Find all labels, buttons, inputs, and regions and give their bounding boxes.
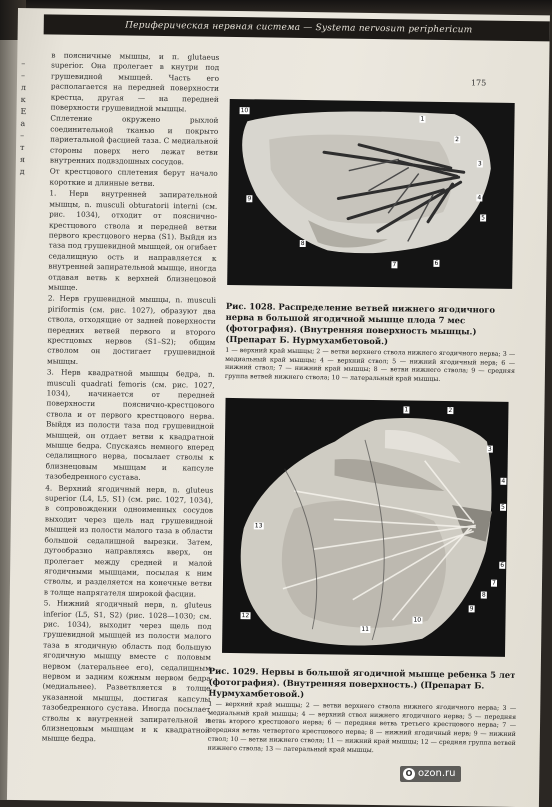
figure-1029-label: 3 <box>487 446 493 453</box>
figure-1029-label: 5 <box>500 504 506 511</box>
figure-1028-label: 9 <box>246 195 252 202</box>
facing-page-fragment: – <box>20 130 42 142</box>
figure-1028-label: 3 <box>477 160 483 167</box>
page-number: 175 <box>471 78 486 87</box>
figure-1029-label: 1 <box>403 406 409 413</box>
facing-page-fragment: л <box>21 82 43 94</box>
body-paragraph: От крестцового сплетения берут начало короткие и длинные ветви. <box>49 167 217 190</box>
facing-page-text-strip <box>18 58 43 298</box>
figure-1028-photo <box>227 99 515 289</box>
facing-page-fragment: к <box>21 94 43 106</box>
book-page <box>7 8 550 807</box>
body-paragraph: 5. Нижний ягодичный нерв, n. gluteus inferior (L5, S1, S2) (рис. 1028—1030; см. рис. 1034), выходит через щель под грушевидной мышцей из полости малого таза в ягодичную область под большую ягодичную мышцу вместе с половым нервом (латеральнее его), седалищным нервом и задним кожным нервом бедра (медиальнее). Разветвляется в толще указанной мышцы, достигая капсулы тазобедренного сустава. Иногда посылает стволы к внутренней запирательной и близнецовым мышцам и к квадратной мышце бедра. <box>42 599 212 747</box>
figure-1029-label: 8 <box>481 592 487 599</box>
figure-1029-label: 6 <box>499 562 505 569</box>
figure-1028-label: 5 <box>480 214 486 221</box>
body-paragraph: 2. Нерв грушевидной мышцы, n. musculi piriformis (см. рис. 1027), образуют два ствола, отходящие от задней поверхности передних ветвей первого и второго крестцовых нервов (S1–S2); общим стволом он достигает грушевидной мышцы. <box>47 294 216 369</box>
figure-1028-label: 8 <box>300 240 306 247</box>
running-header: Периферическая нервная система — Systema nervosum periphericum <box>44 14 550 41</box>
figure-1029-label: 9 <box>469 605 475 612</box>
body-paragraph: в поясничные мышцы, и п. glutaeus superior. Она пролегает в кнутри под грушевидной мышцей. Часть его располагается на передней поверхности крестца, другая — на передней поверхности грушевидной мышцы. <box>51 50 220 115</box>
figure-1028-label: 2 <box>454 136 460 143</box>
body-paragraph: 4. Верхний ягодичный нерв, n. gluteus superior (L4, L5, S1) (см. рис. 1027, 1034), в сопровождении одноименных сосудов выходит через щель над грушевидной мышцей из полости малого таза в области большой седалищной вырезки. Затем, дугообразно направляясь вверх, он пролегает между средней и малой ягодичными мышцами, посылая к ним стволы, и разделяется на конечные ветви в толще напрягателя широкой фасции. <box>44 483 214 600</box>
figure-1029-label: 4 <box>500 478 506 485</box>
facing-page-fragment: – <box>21 58 43 70</box>
facing-page-fragment: я <box>20 154 42 166</box>
figure-1028-caption <box>225 301 516 386</box>
body-text-column <box>42 50 220 747</box>
figure-1028-muscle-illustration <box>227 99 515 289</box>
figure-1029-label: 12 <box>240 612 250 619</box>
figure-1028-label: 6 <box>433 260 439 267</box>
figure-1029-label: 2 <box>447 407 453 414</box>
ozon-logo-icon: O <box>403 768 415 780</box>
figure-1028-label: 10 <box>240 107 250 114</box>
facing-page-fragment: д <box>20 166 42 178</box>
watermark-text: ozon.ru <box>418 768 455 779</box>
facing-page-fragment: а <box>20 118 42 130</box>
figure-1029-caption <box>208 666 517 758</box>
figure-1028-label: 4 <box>476 194 482 201</box>
figure-1029-caption-title: Рис. 1029. Нервы в большой ягодичной мышце ребенка 5 лет (фотография). (Внутренняя поверхность.) (Препарат Б. Нурмухамбетовой.) <box>208 666 516 703</box>
figure-1028-legend: 1 — верхний край мышцы; 2 — ветви верхнего ствола нижнего ягодичного нерва; 3 — медиальный край мышцы; 4 — верхний ствол; 5 — нижний ягодичный нерв; 6 — нижний ствол; 7 — нижний край мышцы; 8 — ветви нижнего ствола; 9 — средняя группа ветвей нижнего ствола; 10 — латеральный край мышцы. <box>225 347 515 386</box>
body-paragraph: 3. Нерв квадратной мышцы бедра, n. musculi quadrati femoris (см. рис. 1027, 1034), начинается от передней поверхности пояснично-крестцового ствола и от первого крестцового нерва. Выйдя из полости таза под грушевидной мышцей, он отдает ветви к квадратной мышце бедра. Спускаясь немного вперед седалищного нерва, посылает стволы к близнецовым мышцам и капсуле тазобедренного сустава. <box>45 368 215 485</box>
figure-1028-caption-title: Рис. 1028. Распределение ветвей нижнего ягодичного нерва в большой ягодичной мышце плода 7 мес (фотография). (Внутренняя поверхность мышцы.) (Препарат Б. Нурмухамбетовой.) <box>225 301 516 349</box>
figure-1029-label: 7 <box>491 580 497 587</box>
figure-1028-label: 1 <box>419 116 425 123</box>
body-paragraph: 1. Нерв внутренней запирательной мышцы, n. musculi obturatorii interni (см. рис. 1034), отходит от пояснично-крестцового ствола и передней ветви первого крестцового нерва (S1). Выйдя из таза под грушевидной мышцей, он огибает седалищную ость и направляется к внутренней запирательной мышце, иногда отдавая ветвь к верхней близнецовой мышце. <box>48 189 217 295</box>
figure-1029-legend: 1 — верхний край мышцы; 2 — ветви верхнего ствола нижнего ягодичного нерва; 3 — медиальный край мышцы; 4 — верхний ствол нижнего ягодичного нерва; 5 — передняя ветвь второго крестцового нерва; 6 — передняя ветвь третьего крестцового нерва; 7 — передняя ветвь четвертого крестцового нерва; 8 — нижний ягодичный нерв; 9 — нижний ствол; 10 — ветви нижнего ствола; 11 — нижний край мышцы; 12 — средняя группа ветвей нижнего ствола; 13 — латеральный край мышцы. <box>208 701 517 758</box>
figure-1029-label: 11 <box>360 626 370 633</box>
figure-1029-photo <box>222 398 509 657</box>
body-paragraph: Сплетение окружено рыхлой соединительной тканью и покрыто париетальной фасцией таза. С медиальной стороны поверх него лежат ветви внутренних подвздошных сосудов. <box>50 114 219 168</box>
facing-page-fragment: – <box>21 70 43 82</box>
figure-1029-label: 10 <box>412 617 422 624</box>
facing-page-fragment: т <box>20 142 42 154</box>
figure-1029-label: 13 <box>254 522 264 529</box>
figure-1029-muscle-illustration <box>222 398 509 657</box>
figure-1028-label: 7 <box>391 261 397 268</box>
watermark <box>400 766 461 782</box>
facing-page-fragment: Е <box>20 106 42 118</box>
